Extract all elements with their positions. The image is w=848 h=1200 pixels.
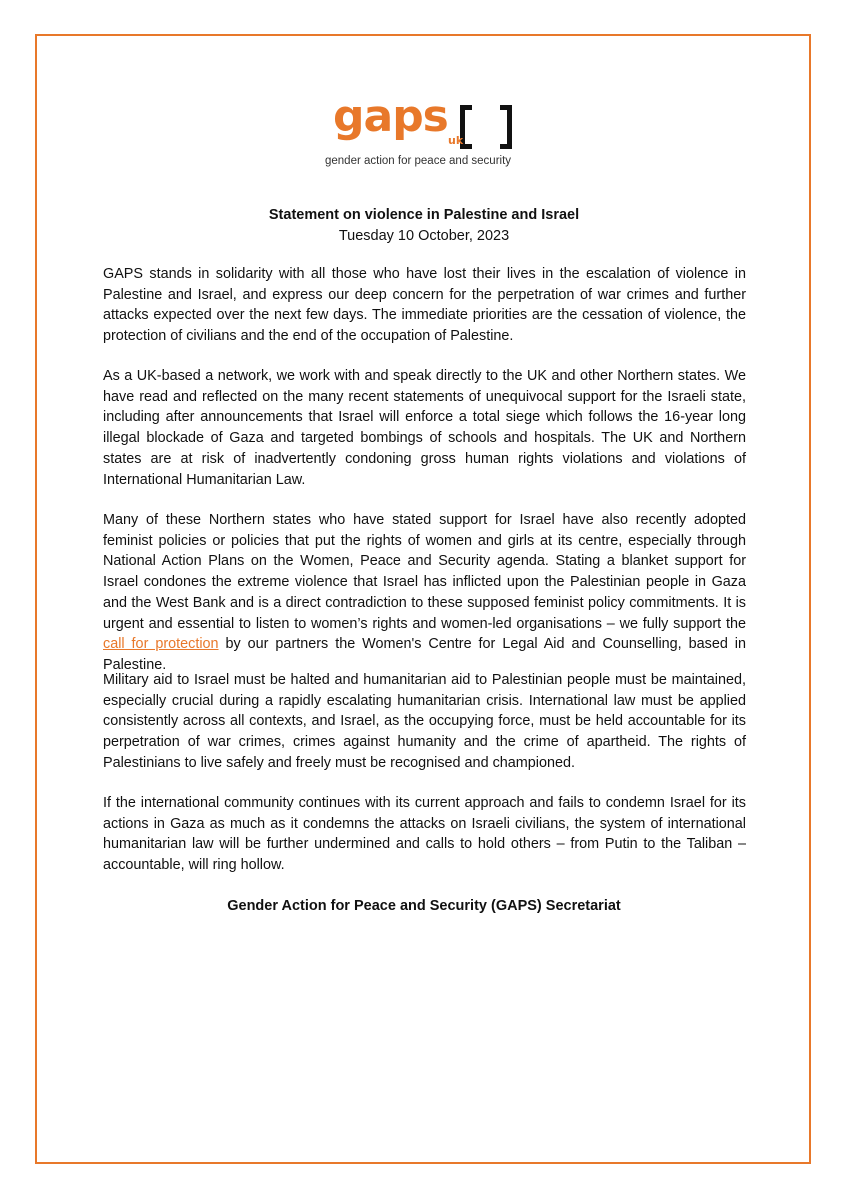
paragraph-3-text-end: by our partners the Women's Centre for Legal Aid and Counselling, based in Palestine. [103,636,746,673]
statement-date: Tuesday 10 October, 2023 [338,228,510,244]
paragraph-4: Military aid to Israel must be halted and humanitarian aid to Palestinian people must be maintained, especially crucial during a rapidly escalating humanitarian crisis. International law must be applied consistently across all contexts, and Israel, as the occupying force, must be held accountable for its perpetration of war crimes, crimes against humanity and the crime of apartheid. The rights of Palestinians to live safely and freely must be recognised and championed. [103,672,746,771]
paragraph-3-text-start: Many of these Northern states who have stated support for Israel have also recently adopted feminist policies or policies that put the rights of women and girls at its centre, especially through National Action Plans on the Women, Peace and Security agenda. Stating a blanket support for Israel condones the extreme violence that Israel has inflicted upon the Palestinian people in Gaza and the West Bank and is a direct contradiction to these supposed feminist policy commitments. It is urgent and essential to listen to women’s rights and women-led organisations – we fully support the [103,512,746,632]
call-for-protection-link[interactable]: call for protection [103,636,219,653]
paragraph-3 [103,510,746,676]
logo-wordmark: gaps [333,91,448,142]
paragraph-1: GAPS stands in solidarity with all those who have lost their lives in the escalation of violence in Palestine and Israel, and express our deep concern for the perpetration of war crimes and further attacks expected over the next few days. The immediate priorities are the cessation of violence, the protection of civilians and the end of the occupation of Palestine. [103,266,746,345]
paragraph-2: As a UK-based a network, we work with and speak directly to the UK and other Northern states. We have read and reflected on the many recent statements of unequivocal support for the Israeli state, including after announcements that Israel will enforce a total siege which follows the 16-year long illegal blockade of Gaza and targeted bombings of schools and hospitals. The UK and Northern states are at risk of inadvertently condoning gross human rights violations and violations of International Humanitarian Law. [103,368,746,488]
statement-title: Statement on violence in Palestine and Israel [268,207,580,223]
logo-uk-subscript: uk [448,134,464,147]
gaps-uk-logo [325,91,523,170]
logo-tagline: gender action for peace and security [325,155,512,167]
signature: Gender Action for Peace and Security (GAPS) Secretariat [227,898,621,914]
paragraph-5: If the international community continues with its current approach and fails to condemn Israel for its actions in Gaza as much as it condemns the attacks on Israeli civilians, the system of international humanitarian law will be further undermined and calls to hold others – from Putin to the Taliban – accountable, will ring hollow. [103,795,746,874]
logo-brackets-icon [460,105,512,149]
